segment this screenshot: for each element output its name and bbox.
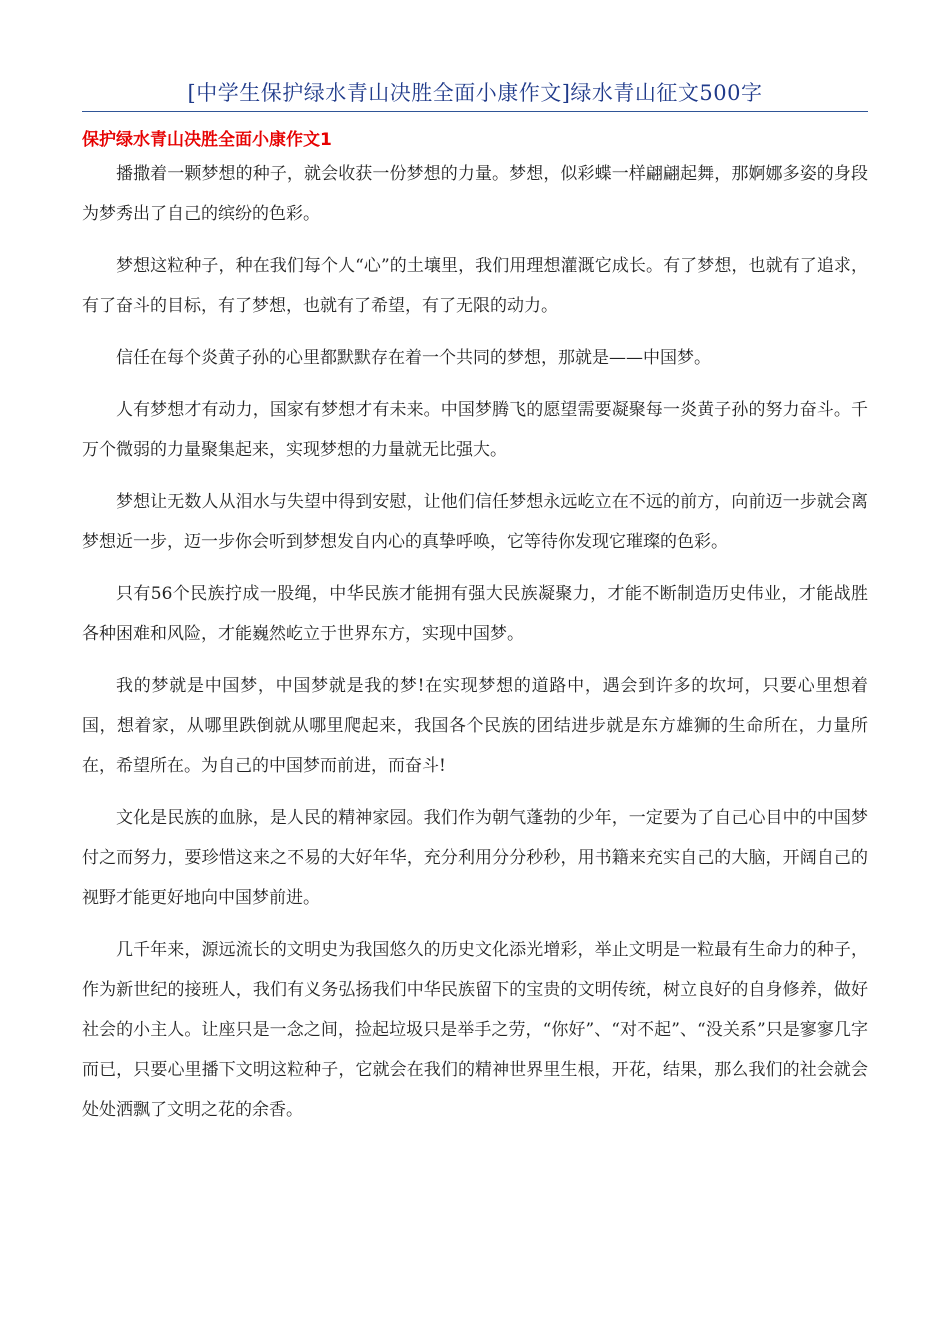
paragraph: 梦想这粒种子，种在我们每个人“心”的土壤里，我们用理想灌溉它成长。有了梦想，也就有了追求，有了奋斗的目标，有了梦想，也就有了希望，有了无限的动力。 — [82, 256, 868, 316]
paragraph: 播撒着一颗梦想的种子，就会收获一份梦想的力量。梦想，似彩蝶一样翩翩起舞，那婀娜多姿的身段为梦秀出了自己的缤纷的色彩。 — [82, 164, 868, 224]
paragraph: 几千年来，源远流长的文明史为我国悠久的历史文化添光增彩，举止文明是一粒最有生命力的种子，作为新世纪的接班人，我们有义务弘扬我们中华民族留下的宝贵的文明传统，树立良好的自身修养，做好社会的小主人。让座只是一念之间，捡起垃圾只是举手之劳，“你好”、“对不起”、“没关系”只是寥寥几字而已，只要心里播下文明这粒种子，它就会在我们的精神世界里生根，开花，结果，那么我们的社会就会处处洒飘了文明之花的余香。 — [82, 940, 868, 1120]
paragraph: 信任在每个炎黄子孙的心里都默默存在着一个共同的梦想，那就是——中国梦。 — [116, 348, 711, 368]
paragraph: 只有56个民族拧成一股绳，中华民族才能拥有强大民族凝聚力，才能不断制造历史伟业，才能战胜各种困难和风险，才能巍然屹立于世界东方，实现中国梦。 — [82, 584, 868, 644]
paragraph: 梦想让无数人从泪水与失望中得到安慰，让他们信任梦想永远屹立在不远的前方，向前迈一步就会离梦想近一步，迈一步你会听到梦想发自内心的真挚呼唤，它等待你发现它璀璨的色彩。 — [82, 492, 868, 552]
paragraph: 文化是民族的血脉，是人民的精神家园。我们作为朝气蓬勃的少年，一定要为了自己心目中的中国梦付之而努力，要珍惜这来之不易的大好年华，充分利用分分秒秒，用书籍来充实自己的大脑，开阔自己的视野才能更好地向中国梦前进。 — [82, 808, 868, 908]
section-heading: 保护绿水青山决胜全面小康作文1 — [82, 130, 332, 150]
title-divider — [82, 111, 868, 112]
document-title: [中学生保护绿水青山决胜全面小康作文]绿水青山征文500字 — [187, 81, 763, 105]
paragraph: 人有梦想才有动力，国家有梦想才有未来。中国梦腾飞的愿望需要凝聚每一炎黄子孙的努力奋斗。千万个微弱的力量聚集起来，实现梦想的力量就无比强大。 — [82, 400, 868, 460]
paragraph: 我的梦就是中国梦，中国梦就是我的梦!在实现梦想的道路中，遇会到许多的坎坷，只要心里想着国，想着家，从哪里跌倒就从哪里爬起来，我国各个民族的团结进步就是东方雄狮的生命所在，力量所在，希望所在。为自己的中国梦而前进，而奋斗! — [82, 676, 868, 776]
essay-body — [82, 154, 868, 1142]
